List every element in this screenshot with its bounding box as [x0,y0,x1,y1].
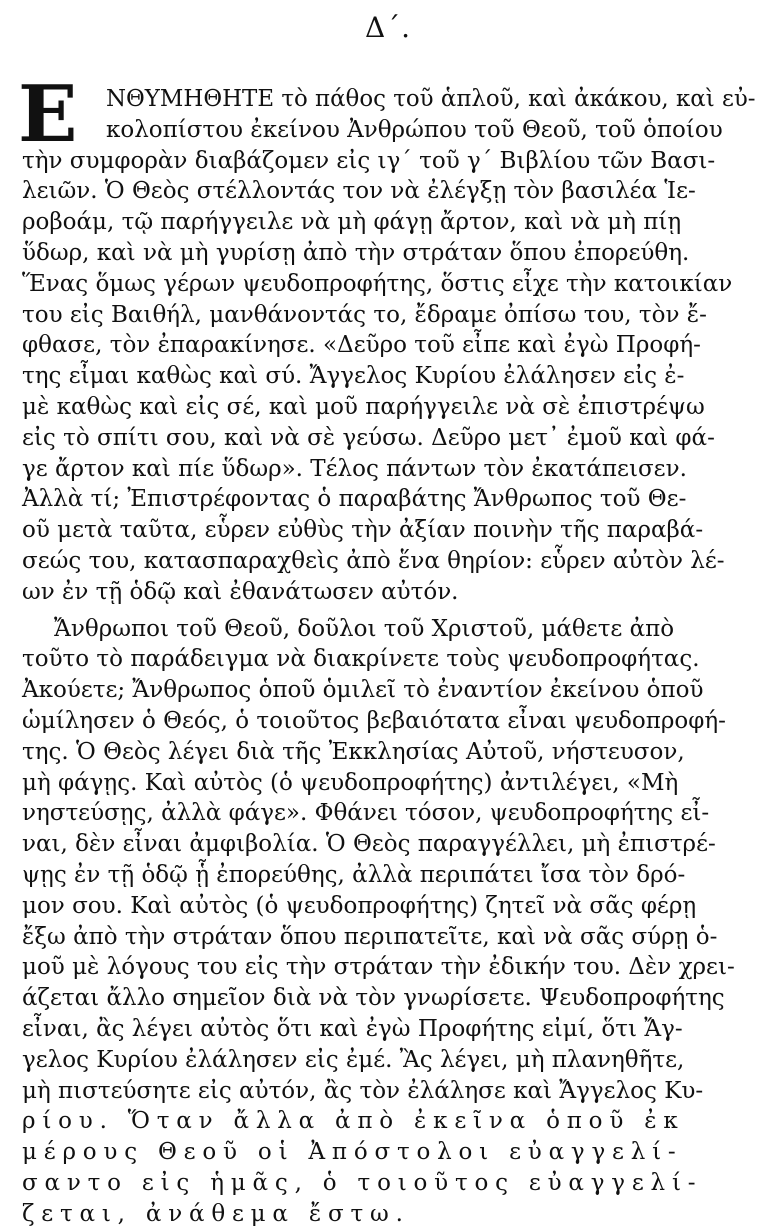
text-line: της εἶμαι καθὼς καὶ σύ. Ἄγγελος Κυρίου ἐλάλησεν εἰς ἐ- [22,363,685,390]
text-line: σεώς του, κατασπαραχθεὶς ἀπὸ ἕνα θηρίον: εὗρεν αὐτὸν λέ- [22,548,725,574]
text-line: γε ἄρτον καὶ πίε ὕδωρ». Τέλος πάντων τὸν ἐκατάπεισεν. [22,455,687,482]
text-line: της. Ὁ Θεὸς λέγει διὰ τῆς Ἐκκλησίας Αὐτοῦ, νήστευσον, [22,738,685,765]
text-line: νηστεύσῃς, ἀλλὰ φάγε». Φθάνει τόσον, ψευδοπροφήτης εἶ- [22,800,710,827]
text-line: ΝΘΥΜΗΘΗΤΕ τὸ πάθος τοῦ ἁπλοῦ, καὶ ἀκάκου, καὶ εὐ- [106,86,756,112]
text-line: γελος Κυρίου ἐλάλησεν εἰς ἐμέ. Ἂς λέγει, μὴ πλανηθῆτε, [22,1046,685,1073]
text-line: Ἀλλὰ τί; Ἐπιστρέφοντας ὁ παραβάτης Ἄνθρωπος τοῦ Θε- [22,486,687,513]
text-line: εἰς τὸ σπίτι σου, καὶ νὰ σὲ γεύσω. Δεῦρο μετ᾿ ἐμοῦ καὶ φά- [22,424,715,451]
text-line: μὴ φάγῃς. Καὶ αὐτὸς (ὁ ψευδοπροφήτης) ἀντιλέγει, «Μὴ [22,769,679,796]
text-line: ρίου. Ὅταν ἄλλα ἀπὸ ἐκεῖνα ὁποῦ ἐκ [22,1108,685,1135]
text-line: ροβοάμ, τῷ παρήγγειλε νὰ μὴ φάγῃ ἄρτον, καὶ νὰ μὴ πίῃ [22,209,682,236]
text-line: μον σου. Καὶ αὐτὸς (ὁ ψευδοπροφήτης) ζητεῖ νὰ σᾶς φέρῃ [22,892,697,919]
text-line: τὴν συμφορὰν διαβάζομεν εἰς ιγ΄ τοῦ γ΄ Βιβλίου τῶν Βασι- [22,147,716,174]
text-line: ὕδωρ, καὶ νὰ μὴ γυρίσῃ ἀπὸ τὴν στράταν ὅπου ἐπορεύθη. [22,240,690,266]
text-line: ζεται, ἀνάθεμα ἔστω. [22,1200,410,1227]
text-line: Ἕνας ὅμως γέρων ψευδοπροφήτης, ὅστις εἶχε τὴν κατοικίαν [22,270,733,297]
page-heading: Δ΄. [364,11,412,44]
text-line: μοῦ μὲ λόγους του εἰς τὴν στράταν τὴν ἐδικήν του. Δὲν χρει- [22,954,735,981]
text-line: μέρους Θεοῦ οἱ Ἀπόστολοι εὐαγγελί- [22,1139,683,1166]
text-line: ψῃς ἐν τῇ ὁδῷ ᾗ ἐπορεύθης, ἀλλὰ περιπάτει ἴσα τὸν δρό- [22,862,686,888]
text-line: ὡμίλησεν ὁ Θεός, ὁ τοιοῦτος βεβαιότατα εἶναι ψευδοπροφή- [22,708,726,734]
text-line: μὴ πιστεύσητε εἰς αὐτόν, ἂς τὸν ἐλάλησε καὶ Ἄγγελος Κυ- [22,1077,704,1104]
drop-cap-letter: Ε [18,69,78,160]
text-line: άζεται ἄλλο σημεῖον διὰ νὰ τὸν γνωρίσετε. Ψευδοπροφήτης [22,985,725,1012]
text-line: σαντο εἰς ἡμᾶς, ὁ τοιοῦτος εὐαγγελί- [22,1170,703,1196]
text-line: φθασε, τὸν ἐπαρακίνησε. «Δεῦρο τοῦ εἶπε καὶ ἐγὼ Προφή- [22,332,701,359]
text-line: ων ἐν τῇ ὁδῷ καὶ ἐθανάτωσεν αὐτόν. [22,578,459,605]
text-line: ναι, δὲν εἶναι ἀμφιβολία. Ὁ Θεὸς παραγγέλλει, μὴ ἐπιστρέ- [22,831,716,858]
text-line: λειῶν. Ὁ Θεὸς στέλλοντάς τον νὰ ἐλέγξῃ τὸν βασιλέα Ἱε- [22,178,696,205]
text-line: Ἄνθρωποι τοῦ Θεοῦ, δοῦλοι τοῦ Χριστοῦ, μάθετε ἀπὸ [54,615,675,642]
text-line: κολοπίστου ἐκείνου Ἀνθρώπου τοῦ Θεοῦ, τοῦ ὁποίου [106,116,723,143]
text-line: ἔξω ἀπὸ τὴν στράταν ὅπου περιπατεῖτε, καὶ νὰ σᾶς σύρῃ ὁ- [22,923,718,950]
text-line: οῦ μετὰ ταῦτα, εὗρεν εὐθὺς τὴν ἀξίαν ποινὴν τῆς παραβά- [22,517,704,544]
text-line: του εἰς Βαιθήλ, μανθάνοντάς το, ἔδραμε ὀπίσω του, τὸν ἔ- [22,301,707,328]
text-line: εἶναι, ἂς λέγει αὐτὸς ὅτι καὶ ἐγὼ Προφήτης εἰμί, ὅτι Ἄγ- [22,1016,683,1042]
text-line: μὲ καθὼς καὶ εἰς σέ, καὶ μοῦ παρήγγειλε νὰ σὲ ἐπιστρέψω [22,394,705,420]
text-line: Ἀκούετε; Ἄνθρωπος ὁποῦ ὁμιλεῖ τὸ ἐναντίον ἐκείνου ὁποῦ [22,677,704,704]
text-line: τοῦτο τὸ παράδειγμα νὰ διακρίνετε τοὺς ψευδοπροφήτας. [22,646,700,673]
